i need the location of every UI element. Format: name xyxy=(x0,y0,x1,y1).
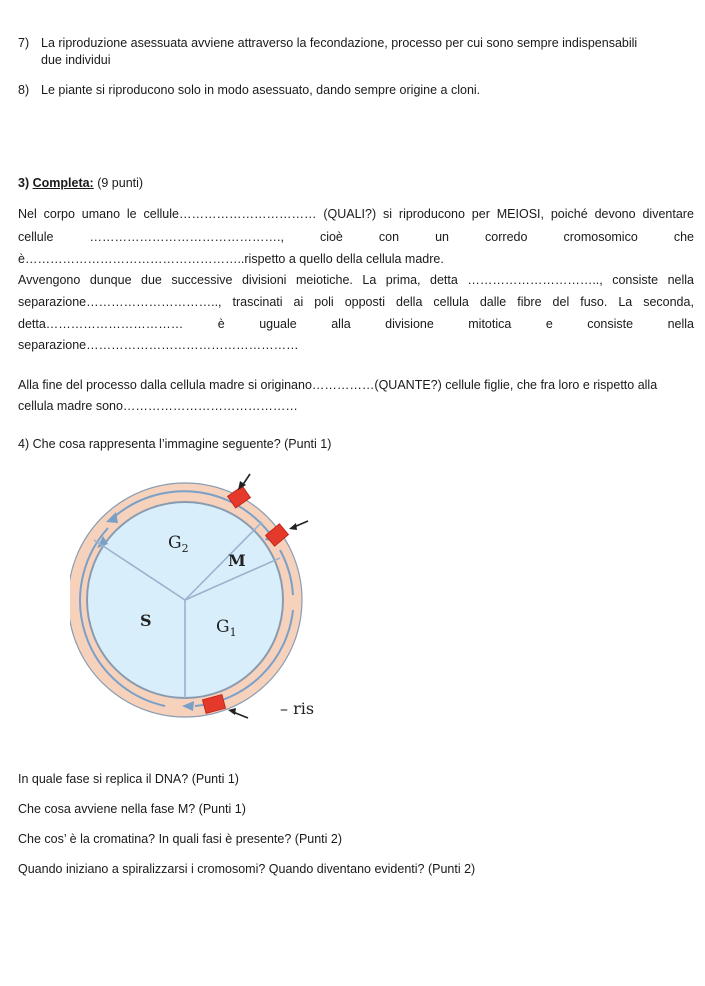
section-3-word: La xyxy=(618,295,633,309)
item-8-number: 8) xyxy=(18,83,30,97)
section-3-word: separazione………………………….., xyxy=(18,295,222,309)
item-7-number: 7) xyxy=(18,36,30,50)
section-3-word: (QUALI?) xyxy=(323,207,377,221)
section-3-para2-line1: Alla fine del processo dalla cellula madre si originano……………(QUANTE?) cellule figlie, che fra loro e rispetto alla xyxy=(18,378,658,392)
item-7 xyxy=(18,36,637,50)
section-3-word: poli xyxy=(314,295,334,309)
item-7-text-cont: due individui xyxy=(41,53,111,67)
section-3-line xyxy=(18,252,444,266)
section-3-word: un xyxy=(435,230,450,244)
section-3-word: devono xyxy=(594,207,636,221)
question-chromosomes: Quando iniziano a spiralizzarsi i cromosomi? Quando diventano evidenti? (Punti 2) xyxy=(18,862,476,876)
section-3-word: MEIOSI, xyxy=(496,207,544,221)
section-3-word: corpo xyxy=(43,207,75,221)
section-3-word: La xyxy=(362,273,377,287)
cell-cycle-figure xyxy=(70,470,340,720)
section-3-word: cellula xyxy=(433,295,469,309)
section-3-line xyxy=(18,317,694,331)
section-3-number: 3) xyxy=(18,176,30,190)
section-3-word: riproducono xyxy=(398,207,465,221)
section-3-word: fibre xyxy=(517,295,542,309)
section-3-word: opposti xyxy=(344,295,386,309)
section-3-word: detta…………………………… xyxy=(18,317,184,331)
section-3-word: è xyxy=(217,317,225,331)
section-3-word: con xyxy=(378,230,400,244)
phase-label-m: M xyxy=(228,551,246,570)
section-3-word: cioè xyxy=(319,230,343,244)
section-3-line xyxy=(18,338,299,352)
item-8 xyxy=(18,83,480,97)
phase-label-g1: $G_1$ xyxy=(216,617,237,639)
phase-label-g2: $G_2$ xyxy=(168,533,189,555)
section-3-word: prima, xyxy=(385,273,421,287)
section-3-line xyxy=(18,207,694,221)
section-3-word: è……………………………………………..rispetto a quello della cellula madre. xyxy=(18,252,444,266)
section-3-word: le xyxy=(126,207,137,221)
section-3-word: si xyxy=(383,207,393,221)
section-3-word: seconda, xyxy=(643,295,694,309)
figure-caption-ris: – ris xyxy=(280,699,315,718)
section-3-word: corredo xyxy=(485,230,528,244)
section-3-word: successive xyxy=(171,273,233,287)
section-3-line xyxy=(18,230,694,244)
section-3-word: ………………………….., xyxy=(467,273,603,287)
item-8-text: Le piante si riproducono solo in modo asessuato, dando sempre origine a cloni. xyxy=(41,83,481,97)
section-3-word: dunque xyxy=(89,273,132,287)
section-3-word: cromosomico xyxy=(563,230,638,244)
phase-label-s: S xyxy=(140,611,152,630)
section-3-word: dalle xyxy=(479,295,507,309)
section-3-word: nella xyxy=(667,317,694,331)
section-3-word: diventare xyxy=(642,207,694,221)
section-3-word: due xyxy=(141,273,162,287)
section-3-word: e xyxy=(545,317,553,331)
question-phase-m: Che cosa avviene nella fase M? (Punti 1) xyxy=(18,802,246,816)
section-3-word: della xyxy=(396,295,423,309)
section-3-word: fuso. xyxy=(580,295,608,309)
section-3-heading xyxy=(18,176,143,190)
section-3-title: Completa: xyxy=(32,176,94,190)
section-3-word: umano xyxy=(81,207,121,221)
pointer-arrowhead-right-icon xyxy=(289,523,297,530)
section-3-word: nella xyxy=(667,273,694,287)
question-chromatin: Che cos’ è la cromatina? In quali fasi è presente? (Punti 2) xyxy=(18,832,343,846)
section-3-word: divisione xyxy=(385,317,434,331)
section-3-word: del xyxy=(552,295,570,309)
section-3-word: separazione…………………………………………… xyxy=(18,338,299,352)
section-3-word: meiotiche. xyxy=(295,273,353,287)
section-3-word: consiste xyxy=(587,317,634,331)
section-3-word: divisioni xyxy=(241,273,287,287)
section-3-word: cellule xyxy=(18,230,54,244)
section-3-line xyxy=(18,273,694,287)
section-3-word: poiché xyxy=(550,207,588,221)
section-3-word: consiste xyxy=(612,273,659,287)
section-3-word: trascinati xyxy=(232,295,283,309)
pointer-arrowhead-bottom-icon xyxy=(228,708,236,715)
question-dna-replication: In quale fase si replica il DNA? (Punti 1) xyxy=(18,772,239,786)
section-3-word: Nel xyxy=(18,207,37,221)
section-4-question: 4) Che cosa rappresenta l’immagine seguente? (Punti 1) xyxy=(18,437,332,451)
section-3-points: (9 punti) xyxy=(97,176,144,190)
section-3-word: ai xyxy=(293,295,304,309)
section-3-line xyxy=(18,295,694,309)
section-3-word: detta xyxy=(430,273,458,287)
section-3-word: ………………………………………., xyxy=(89,230,284,244)
item-7-text: La riproduzione asessuata avviene attraverso la fecondazione, processo per cui sono sempre indispensabili xyxy=(41,36,638,50)
section-3-word: uguale xyxy=(259,317,297,331)
section-3-word: mitotica xyxy=(468,317,512,331)
section-3-word: per xyxy=(471,207,490,221)
section-3-para2-line2: cellula madre sono…………………………………… xyxy=(18,399,298,413)
section-3-word: che xyxy=(673,230,694,244)
section-3-word: alla xyxy=(331,317,351,331)
section-3-word: cellule…………………………… xyxy=(143,207,317,221)
section-3-word: Avvengono xyxy=(18,273,81,287)
